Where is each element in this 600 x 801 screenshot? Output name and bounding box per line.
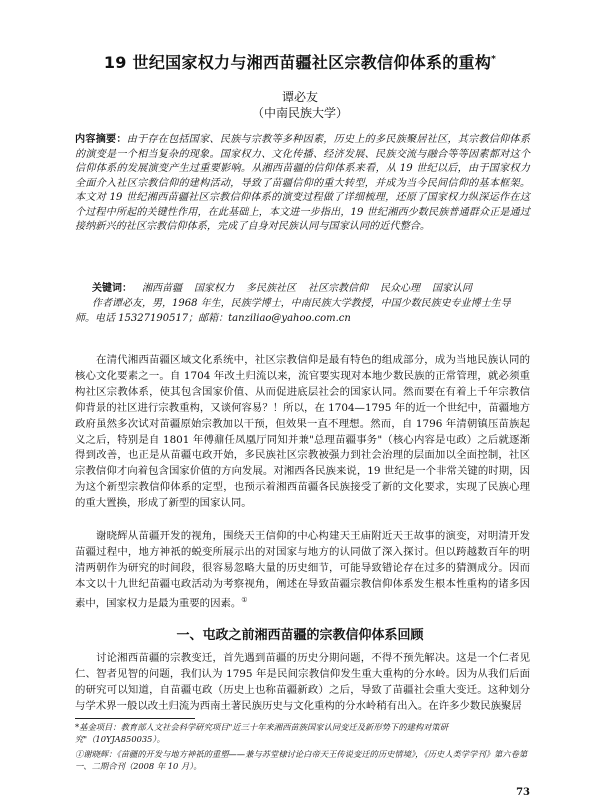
keyword-item: 国家认同 bbox=[432, 283, 472, 294]
abstract-text: 由于存在包括国家、民族与宗教等多种因素，历史上的多民族聚居社区，其宗教信仰体系的演变是一个相当复杂的现象。国家权力、文化传播、经济发展、民族交流与融合等等因素都对这个信仰体系的发展演变产生过重要影响。从湘西苗疆的信仰体系来看，从 19 世纪以后，由于国家权力全面介入社区宗教信仰的建构活动，导致了苗疆信仰的重大转型，并成为当今民间信仰的基本框架。本文对 19 世纪湘西苗疆社区宗教信仰体系的演变过程做了详细梳理，还原了国家权力纵深运作在这个过程中所起的关键性作用，在此基础上，本文进一步指出，19 世纪湘西少数民族普通群众正是通过接纳新兴的社区宗教信仰体系，完成了自身对民族认同与国家认同的近代整合。 bbox=[75, 134, 531, 232]
body-paragraph-2-text: 谢晓辉从苗疆开发的视角，围绕天王信仰的中心构建天王庙附近天王故事的演变，对明清开发苗疆过程中，地方神祇的蜕变所展示出的对国家与地方的认同做了深入探讨。但以跨越数百年的明清两朝作为研究的时间段，很容易忽略大量的历史细节，可能导致错论存在过多的猜测成分。因而本文以十九世纪苗疆屯政活动为考察视角，阐述在导致苗疆宗教信仰体系发生根本性重构的诸多因素中，国家权力是最为重要的因素。 bbox=[75, 530, 530, 610]
author-affiliation: （中南民族大学） bbox=[251, 106, 348, 120]
footnote-ref-1: ① bbox=[241, 595, 248, 604]
paper-title bbox=[60, 50, 540, 73]
author-name: 谭必友 bbox=[281, 90, 318, 104]
footnote-divider bbox=[75, 718, 195, 719]
page-number: 73 bbox=[516, 787, 530, 798]
title-footnote-mark: * bbox=[491, 54, 497, 65]
section-heading: 一、屯政之前湘西苗疆的宗教信仰体系回顾 bbox=[176, 628, 424, 643]
body-paragraph-3: 讨论湘西苗疆的宗教变迁，首先遇到苗疆的历史分期问题，不得不预先解决。这是一个仁者见仁、智者见智的问题，我们认为 1795 年是民间宗教信仰发生重大重构的分水岭。因为从我们后面的研究可以知道，自苗疆屯政（历史上也称苗疆新政）之后，导致了苗疆社会重大变迁。这种划分与学术界一般以改土归流为西南土著民族历史与文化重构的分水岭稍有出入。在许多少数民族聚居 bbox=[75, 652, 530, 712]
body-paragraph-1: 在清代湘西苗疆区域文化系统中，社区宗教信仰是最有特色的组成部分，成为当地民族认同的核心文化要素之一。自 1704 年改土归流以来，流官要实现对本地少数民族的正常管理，就必须重构社区宗教体系，使其包含国家价值、从而促进底层社会的国家认同。然而要在有着上千年宗教信仰背景的社区进行宗教重构，又谈何容易？！所以，在 1704—1795 年的近一个世纪中，苗疆地方政府虽然多次试对苗疆原始宗教加以干预，但效果一直不理想。然而，自 1796 年清朝镇压苗族起义之后，特别是自 1801 年傅鼐任凤凰厅同知并兼"总理苗疆事务"（核心内容是屯政）之后就逐渐得到改善，也正是从苗疆屯政开始，多民族社区宗教被强力到社会治理的层面加以全面控制，社区宗教信仰才向着包含国家价值的方向发展。对湘西各民族来说，19 世纪是一个非常关键的时期，因为这个新型宗教信仰体系的定型，也预示着湘西苗疆各民族接受了新的文化要求，实现了民族心理的重大置换，形成了新型的国家认同。 bbox=[75, 354, 530, 510]
keyword-item: 社区宗教信仰 bbox=[308, 283, 368, 294]
keywords bbox=[92, 279, 532, 294]
keywords-label: 关键词： bbox=[92, 283, 132, 294]
footnote-funding: *基金项目：教育部人文社会科学研究项目"近三十年来湘西苗族国家认同变迁及新形势下的建构对策研究"（10YJA850035）。 bbox=[75, 722, 449, 744]
keyword-item: 多民族社区 bbox=[246, 283, 296, 294]
paper-title-text: 19 世纪国家权力与湘西苗疆社区宗教信仰体系的重构 bbox=[103, 53, 492, 72]
abstract bbox=[75, 133, 530, 235]
keyword-item: 民众心理 bbox=[380, 283, 420, 294]
abstract-label: 内容摘要： bbox=[75, 134, 127, 145]
body-paragraph-2 bbox=[75, 529, 530, 612]
author-info: 作者谭必友，男，1968 年生，民族学博士，中南民族大学教授，中国少数民族史专业博士生导师。电话 15327190517；邮箱：tanziliao@yahoo.com.cn bbox=[75, 298, 511, 324]
keyword-item: 国家权力 bbox=[194, 283, 234, 294]
footnote-1: ①谢晓辉：《苗疆的开发与地方神祇的重塑——兼与苏堂棣讨论白帝天王传说变迁的历史情境》，《历史人类学学刊》第六卷第一、二期合刊（2008 年 10 月）。 bbox=[75, 749, 528, 771]
keyword-item: 湘西苗疆 bbox=[142, 283, 182, 294]
keywords-list bbox=[142, 283, 484, 294]
